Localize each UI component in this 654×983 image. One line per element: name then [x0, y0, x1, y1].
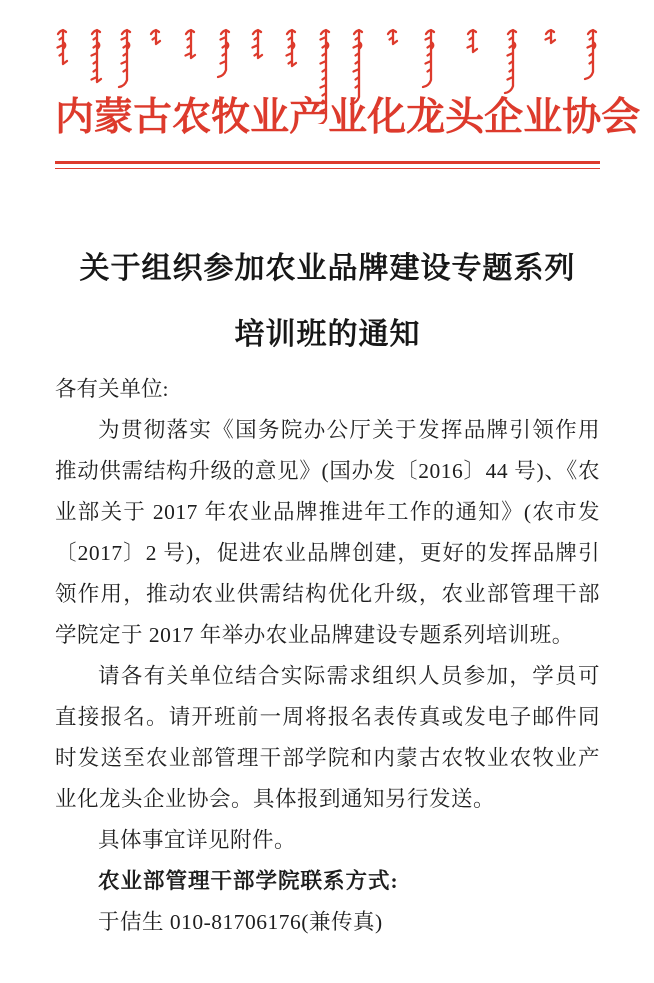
mongolian-word-column — [186, 30, 196, 58]
notice-title-line1: 关于组织参加农业品牌建设专题系列 — [79, 252, 576, 285]
org-name-char: 产 — [289, 96, 329, 139]
paragraph-registration: 请各有关单位结合实际需求组织人员参加，学员可直接报名。请开班前一周将报名表传真或发电子邮件同时发送至农业部管理干部学院和内蒙古农牧业农牧业产业化龙头企业协会。具体报到通知另行发送。 — [55, 664, 600, 811]
notice-paragraphs — [55, 410, 600, 943]
org-name-heading — [55, 92, 641, 145]
org-name-char: 业 — [328, 96, 368, 139]
org-name-char: 农 — [172, 96, 212, 139]
org-name-char: 业 — [250, 96, 290, 139]
notice-body — [55, 250, 600, 943]
mongolian-word-column — [546, 30, 556, 43]
mongolian-word-column — [585, 30, 596, 79]
mongolian-word-column — [119, 30, 130, 87]
mongolian-word-column — [151, 30, 160, 44]
mongolian-word-column — [468, 30, 478, 52]
org-name-char: 蒙 — [94, 96, 134, 139]
org-name-char: 牧 — [211, 96, 251, 139]
org-name-char: 化 — [367, 96, 407, 139]
org-name-char: 企 — [484, 96, 524, 139]
org-name-char: 头 — [445, 96, 485, 139]
org-name-char: 业 — [523, 96, 563, 139]
letterhead-rule-thick — [55, 161, 600, 164]
org-name-char: 会 — [601, 96, 641, 139]
contact-heading: 农业部管理干部学院联系方式: — [98, 869, 399, 893]
mongolian-word-column — [388, 30, 397, 44]
mongolian-word-column — [423, 30, 434, 87]
org-name-char: 古 — [133, 96, 173, 139]
mongolian-word-column — [218, 30, 229, 77]
org-name-char: 协 — [562, 96, 602, 139]
mongolian-word-column — [253, 30, 263, 58]
mongolian-word-column — [505, 30, 516, 93]
org-name-char: 龙 — [406, 96, 446, 139]
mongolian-word-column — [58, 30, 68, 64]
notice-title-line2: 培训班的通知 — [234, 318, 421, 351]
salutation: 各有关单位: — [55, 377, 169, 401]
org-name-char: 内 — [55, 96, 95, 139]
letterhead-rule-thin — [55, 168, 600, 169]
mongolian-word-column — [287, 30, 297, 66]
paragraph-attachment-note: 具体事宜详见附件。 — [98, 828, 297, 852]
mongolian-word-column — [92, 30, 102, 82]
contact-line: 于佶生 010-81706176(兼传真) — [98, 910, 383, 934]
paragraph-policy-basis: 为贯彻落实《国务院办公厅关于发挥品牌引领作用推动供需结构升级的意见》(国办发〔2016〕44 号)、《农业部关于 2017 年农业品牌推进年工作的通知》(农市发〔2017〕2 号)，促进农业品牌创建，更好的发挥品牌引领作用，推动农业供需结构优化升级，农业部管理干部学院定于 2017 年举办农业品牌建设专题系列培训班。 — [55, 418, 600, 647]
